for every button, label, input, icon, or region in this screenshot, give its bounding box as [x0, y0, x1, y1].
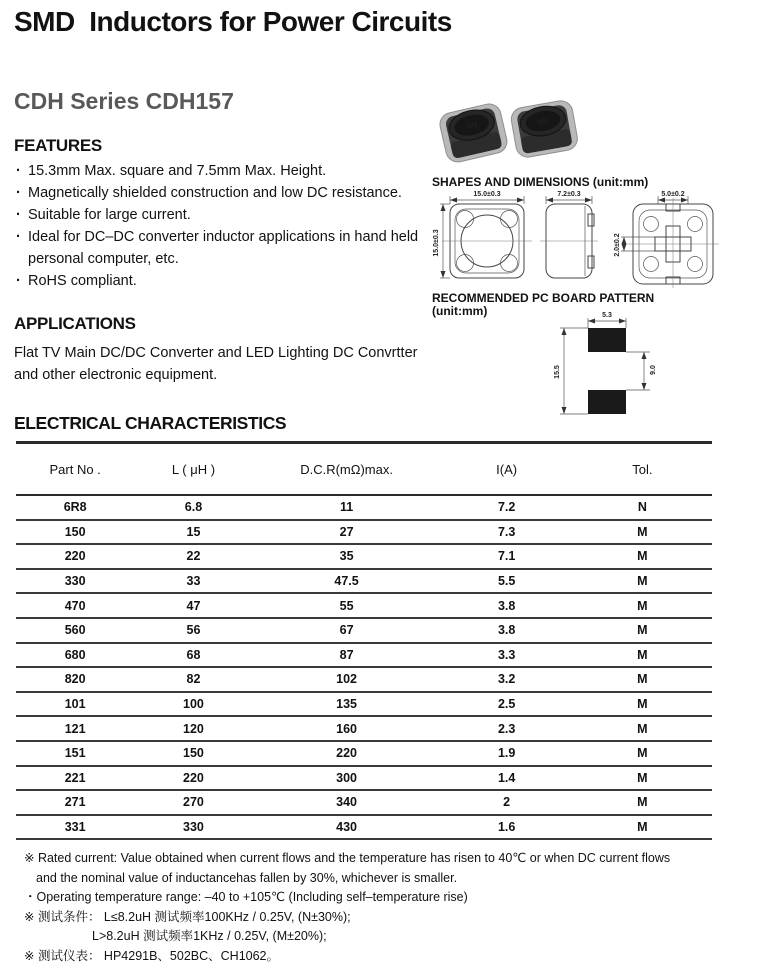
table-cell: 6R8 — [16, 495, 134, 520]
table-cell: 55 — [253, 593, 441, 618]
dim-front-width: 15.0±0.3 — [473, 191, 501, 198]
table-cell: 150 — [134, 741, 252, 766]
table-cell: 2 — [441, 790, 573, 815]
table-cell: 680 — [16, 643, 134, 668]
table-cell: 270 — [134, 790, 252, 815]
table-cell: 3.2 — [441, 667, 573, 692]
table-row — [16, 692, 712, 717]
table-row — [16, 667, 712, 692]
dim-pad-gap: 9.0 — [650, 365, 657, 375]
inductor-photo-left — [438, 102, 509, 165]
drawing-bottom-view — [614, 191, 719, 288]
table-cell: 3.3 — [441, 643, 573, 668]
note-operating-temp: ・Operating temperature range: –40 to +105℃ (Including self–temperature rise) — [24, 890, 468, 904]
col-part-no: Part No . — [16, 443, 134, 496]
features-list — [14, 160, 428, 292]
table-cell: 330 — [16, 569, 134, 594]
table-cell: 135 — [253, 692, 441, 717]
page-title: SMD Inductors for Power Circuits — [14, 6, 452, 37]
part-marking: 101 — [465, 121, 479, 131]
dim-pad-width: 5.3 — [602, 312, 612, 319]
product-photo — [438, 92, 580, 166]
table-cell: 67 — [253, 618, 441, 643]
table-row — [16, 766, 712, 791]
table-row — [16, 643, 712, 668]
table-cell: 151 — [16, 741, 134, 766]
table-cell: M — [573, 667, 712, 692]
table-cell: 220 — [253, 741, 441, 766]
col-inductance: L ( μH ) — [134, 443, 252, 496]
table-cell: 340 — [253, 790, 441, 815]
table-cell: 82 — [134, 667, 252, 692]
table-cell: 220 — [16, 544, 134, 569]
table-row — [16, 520, 712, 545]
table-cell: 1.9 — [441, 741, 573, 766]
table-cell: M — [573, 692, 712, 717]
table-cell: 2.5 — [441, 692, 573, 717]
table-cell: 2.3 — [441, 716, 573, 741]
table-cell: 7.3 — [441, 520, 573, 545]
table-cell: 300 — [253, 766, 441, 791]
table-cell: 1.6 — [441, 815, 573, 840]
table-cell: 87 — [253, 643, 441, 668]
dim-total-height: 15.5 — [554, 365, 561, 379]
table-cell: M — [573, 520, 712, 545]
note-rated-current-2: and the nominal value of inductancehas fallen by 30%, whichever is smaller. — [36, 870, 458, 885]
feature-item: · Ideal for DC–DC converter inductor applications in hand held personal computer, etc. — [14, 226, 428, 270]
table-cell: 220 — [134, 766, 252, 791]
pcb-pad-top — [588, 328, 626, 352]
part-marking: 101 — [536, 117, 550, 127]
inductor-photo-right — [509, 99, 579, 159]
pcb-pattern-heading: RECOMMENDED PC BOARD PATTERN (unit:mm) — [432, 291, 655, 318]
table-cell: 35 — [253, 544, 441, 569]
table-cell: 56 — [134, 618, 252, 643]
table-cell: 5.5 — [441, 569, 573, 594]
table-cell: 100 — [134, 692, 252, 717]
table-row — [16, 593, 712, 618]
shapes-heading: SHAPES AND DIMENSIONS (unit:mm) — [432, 175, 649, 189]
table-cell: 430 — [253, 815, 441, 840]
table-row — [16, 815, 712, 840]
table-header-row — [16, 443, 712, 496]
table-cell: M — [573, 544, 712, 569]
col-tolerance: Tol. — [573, 443, 712, 496]
table-cell: 3.8 — [441, 593, 573, 618]
table-cell: 6.8 — [134, 495, 252, 520]
pcb-pad-bottom — [588, 390, 626, 414]
features-heading: FEATURES — [14, 136, 102, 155]
drawing-side-view — [540, 191, 598, 278]
table-cell: 7.1 — [441, 544, 573, 569]
table-cell: 121 — [16, 716, 134, 741]
electrical-table — [16, 441, 712, 840]
feature-item: · 15.3mm Max. square and 7.5mm Max. Height. — [14, 160, 428, 182]
table-row — [16, 716, 712, 741]
table-cell: 3.8 — [441, 618, 573, 643]
table-cell: 22 — [134, 544, 252, 569]
table-cell: 1.4 — [441, 766, 573, 791]
table-cell: M — [573, 815, 712, 840]
table-cell: M — [573, 569, 712, 594]
table-cell: M — [573, 643, 712, 668]
table-cell: 47.5 — [253, 569, 441, 594]
table-cell: M — [573, 593, 712, 618]
table-cell: 68 — [134, 643, 252, 668]
table-cell: 470 — [16, 593, 134, 618]
table-cell: M — [573, 618, 712, 643]
table-cell: 33 — [134, 569, 252, 594]
table-cell: N — [573, 495, 712, 520]
table-cell: 560 — [16, 618, 134, 643]
note-test-equipment: ※ 测试仪表： HP4291B、502BC、CH1062。 — [24, 948, 280, 962]
table-cell: 330 — [134, 815, 252, 840]
table-row — [16, 495, 712, 520]
table-cell: M — [573, 766, 712, 791]
note-test-condition-2: L>8.2uH 测试频率1KHz / 0.25V, (M±20%); — [92, 929, 327, 943]
table-cell: 15 — [134, 520, 252, 545]
col-dcr: D.C.R(mΩ)max. — [253, 443, 441, 496]
table-cell: 11 — [253, 495, 441, 520]
feature-item: · RoHS compliant. — [14, 270, 428, 292]
dimension-drawings — [428, 188, 748, 292]
applications-heading: APPLICATIONS — [14, 314, 136, 333]
table-cell: 331 — [16, 815, 134, 840]
col-current: I(A) — [441, 443, 573, 496]
table-cell: M — [573, 790, 712, 815]
series-title: CDH Series CDH157 — [14, 88, 234, 114]
table-row — [16, 790, 712, 815]
table-cell: M — [573, 716, 712, 741]
table-row — [16, 569, 712, 594]
table-cell: 7.2 — [441, 495, 573, 520]
table-cell: 102 — [253, 667, 441, 692]
dim-front-height: 15.0±0.3 — [433, 229, 440, 257]
table-cell: 150 — [16, 520, 134, 545]
table-row — [16, 618, 712, 643]
table-cell: 120 — [134, 716, 252, 741]
table-cell: 27 — [253, 520, 441, 545]
dim-terminal-height: 2.0±0.2 — [614, 233, 621, 257]
dim-side-width: 7.2±0.3 — [557, 191, 581, 198]
feature-item: · Suitable for large current. — [14, 204, 428, 226]
dim-terminal-width: 5.0±0.2 — [661, 191, 685, 198]
drawing-top-view — [433, 191, 532, 278]
table-row — [16, 544, 712, 569]
table-cell: 271 — [16, 790, 134, 815]
table-cell: 47 — [134, 593, 252, 618]
table-cell: 221 — [16, 766, 134, 791]
table-cell: 101 — [16, 692, 134, 717]
table-cell: 160 — [253, 716, 441, 741]
electrical-heading: ELECTRICAL CHARACTERISTICS — [14, 413, 287, 433]
feature-item: · Magnetically shielded construction and low DC resistance. — [14, 182, 428, 204]
note-test-condition-1: ※ 测试条件： L≤8.2uH 测试频率100KHz / 0.25V, (N±30%); — [24, 909, 351, 924]
table-cell: 820 — [16, 667, 134, 692]
applications-text: Flat TV Main DC/DC Converter and LED Lighting DC Convrtter and other electronic equipment. — [14, 345, 418, 383]
note-rated-current-1: ※ Rated current: Value obtained when current flows and the temperature has risen to 40℃ or when DC current flows — [24, 851, 671, 865]
footnotes — [24, 849, 742, 962]
table-cell: M — [573, 741, 712, 766]
table-row — [16, 741, 712, 766]
pcb-pattern-drawing — [538, 306, 713, 424]
